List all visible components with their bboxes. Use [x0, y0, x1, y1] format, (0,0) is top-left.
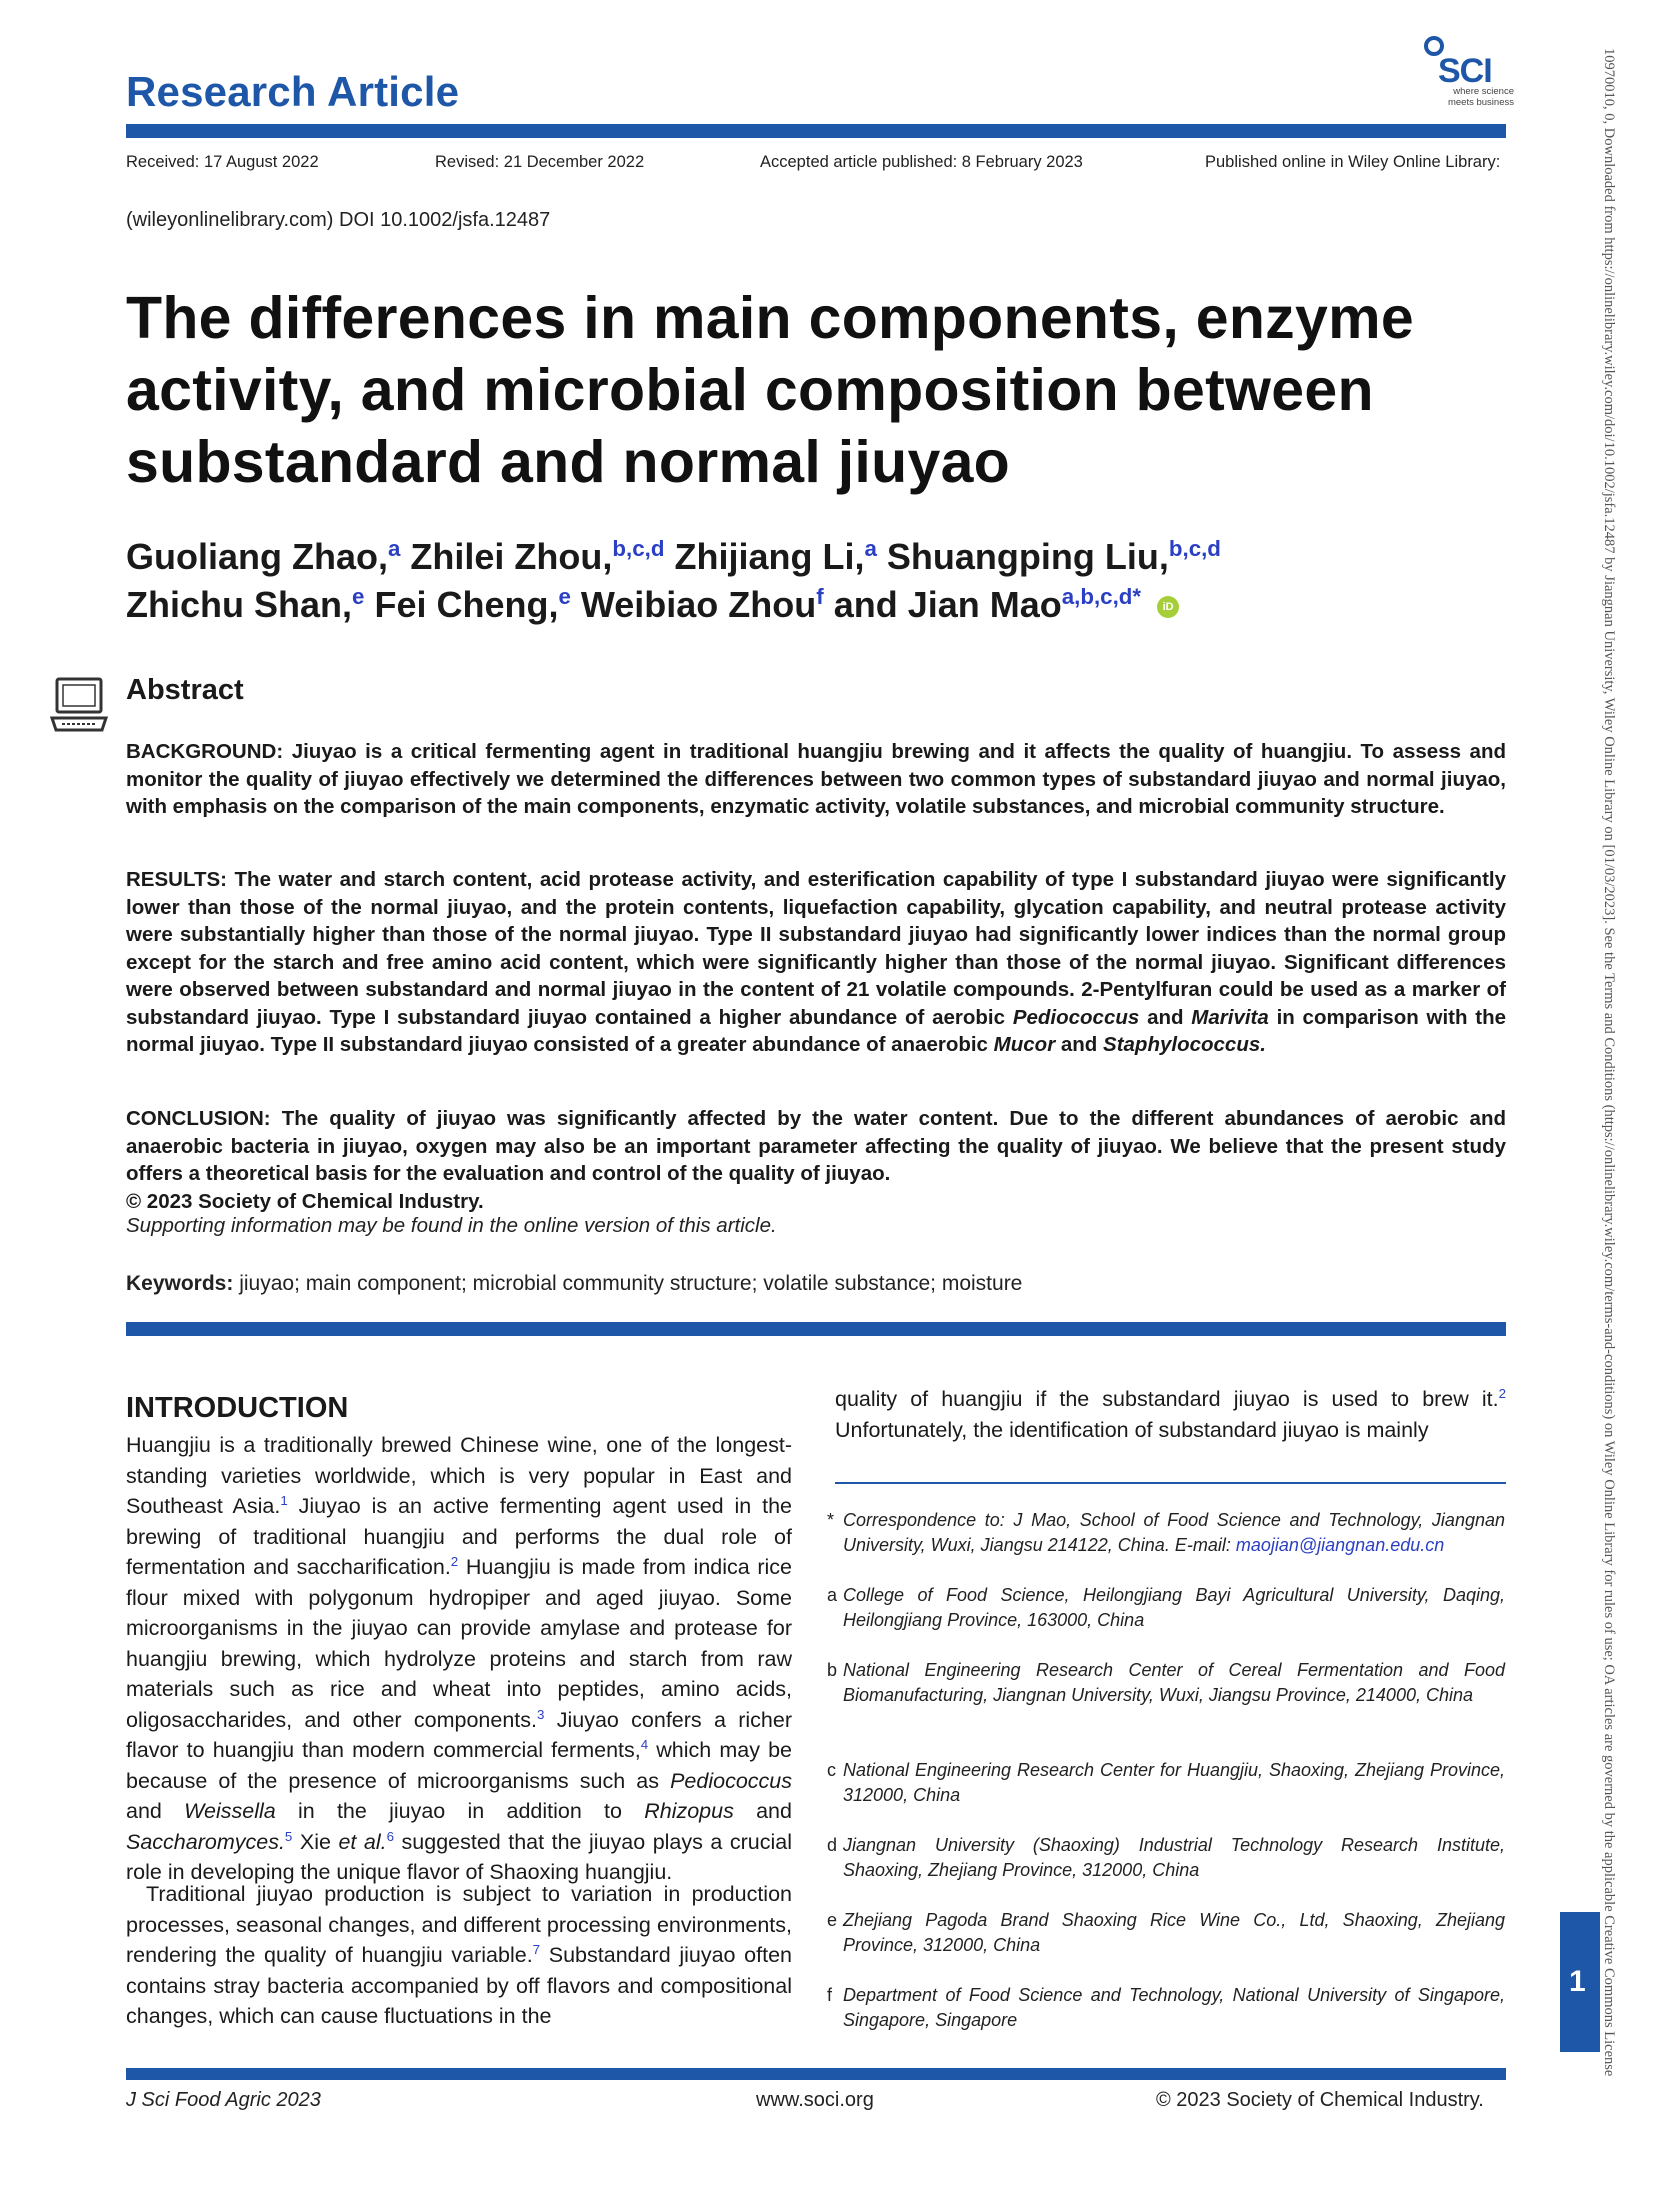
correspondence-note: [827, 1508, 1505, 1558]
citation-ref[interactable]: 7: [532, 1941, 541, 1957]
affiliation-text: National Engineering Research Center of Cereal Fermentation and Food Biomanufacturing, Jiangnan University, Wuxi, Jiangsu Province, 214000, China: [843, 1660, 1505, 1705]
site-link[interactable]: www.soci.org: [756, 2089, 874, 2111]
keywords-label: Keywords:: [126, 1272, 234, 1295]
taxon-name: Rhizopus: [644, 1799, 734, 1823]
body-text: Substandard jiuyao often contains stray bacteria accompanied by off flavors and compositional changes, which can cause fluctuations in the: [126, 1943, 792, 2028]
author-affiliation[interactable]: e: [352, 584, 365, 609]
footnote-rule: [835, 1482, 1506, 1484]
author-name[interactable]: Zhilei Zhou,: [410, 536, 613, 577]
introduction-heading: INTRODUCTION: [126, 1392, 349, 1424]
author-affiliation[interactable]: b,c,d: [612, 536, 665, 561]
footnote-mark: *: [827, 1510, 835, 1530]
footnote-mark: c: [827, 1760, 836, 1780]
body-text: Jiuyao confers a richer flavor to huangjiu than modern commercial ferments,: [126, 1707, 792, 1762]
author-affiliation[interactable]: f: [816, 584, 824, 609]
background-label: BACKGROUND:: [126, 740, 284, 763]
footnote-mark: e: [827, 1910, 838, 1930]
conclusion-label: CONCLUSION:: [126, 1107, 271, 1130]
orcid-icon[interactable]: iD: [1157, 596, 1179, 618]
keywords-text: jiuyao; main component; microbial community structure; volatile substance; moisture: [239, 1272, 1023, 1295]
article-title: The differences in main components, enzyme activity, and microbial composition between substandard and normal jiuyao: [126, 285, 1414, 495]
revised-date: Revised: 21 December 2022: [435, 153, 645, 171]
author-name[interactable]: Zhijiang Li,: [674, 536, 865, 577]
abstract-rule: [126, 1322, 1506, 1336]
author-affiliation[interactable]: a,b,c,d*: [1061, 584, 1142, 609]
page-number: 1: [1569, 1965, 1586, 1998]
abstract-results: [126, 866, 1506, 1059]
results-text: The water and starch content, acid protease activity, and esterification capability of type I substandard jiuyao were significantly lower than those of the normal jiuyao, and the protein contents, liquefaction capability, glycation capability, and neutral protease activity were substantially higher than those of the normal jiuyao. Type II substandard jiuyao had significantly lower indices than the normal group except for the starch and free amino acid content, which were significantly higher than those of the normal jiuyao. Significant differences were observed between substandard and normal jiuyao in the content of 21 volatile compounds. 2-Pentylfuran could be used as a marker of substandard jiuyao. Type I substandard jiuyao contained a higher abundance of aerobic: [126, 868, 1507, 1029]
author-name[interactable]: and Jian Mao: [833, 584, 1062, 625]
logo-tagline: where science meets business: [1447, 86, 1514, 108]
taxon-name: Marivita: [1191, 1005, 1269, 1029]
citation-ref[interactable]: 2: [450, 1553, 459, 1569]
journal-citation: J Sci Food Agric 2023: [126, 2089, 321, 2111]
author-name[interactable]: Shuangping Liu,: [886, 536, 1169, 577]
taxon-name: Staphylococcus.: [1103, 1033, 1266, 1056]
citation-ref[interactable]: 3: [537, 1706, 545, 1722]
body-text: Jiuyao is an active fermenting agent used in the brewing of traditional huangjiu and performs the dual role of fermentation and saccharification.: [126, 1494, 792, 1579]
body-text: Unfortunately, the identification of substandard jiuyao is mainly: [835, 1417, 1429, 1442]
citation-ref[interactable]: 4: [640, 1736, 649, 1752]
author-affiliation[interactable]: b,c,d: [1168, 536, 1221, 561]
author-affiliation[interactable]: a: [387, 536, 401, 561]
intro-paragraph-1: [126, 1430, 792, 1888]
affiliation-note: [827, 1983, 1505, 2033]
body-text: Traditional jiuyao production is subject to variation in production processes, seasonal changes, and different processing environments, rendering the quality of huangjiu variable.: [126, 1882, 792, 1967]
results-text: and: [1147, 1005, 1184, 1029]
body-text: Xie: [292, 1829, 339, 1854]
sci-logo[interactable]: [1420, 30, 1512, 110]
affiliation-text: Zhejiang Pagoda Brand Shaoxing Rice Wine Co., Ltd, Shaoxing, Zhejiang Province, 312000, China: [843, 1910, 1505, 1955]
accepted-date: Accepted article published: 8 February 2023: [760, 153, 1083, 171]
computer-icon: [48, 676, 110, 736]
intro-column-2-text: [835, 1384, 1506, 1445]
author-list: [126, 533, 1526, 629]
footer-rule: [126, 2068, 1506, 2080]
abstract-copyright: © 2023 Society of Chemical Industry.: [126, 1189, 484, 1213]
footnote-mark: f: [827, 1985, 833, 2005]
taxon-name: Pediococcus: [670, 1768, 792, 1793]
footnote-mark: b: [827, 1660, 838, 1680]
taxon-name: Mucor: [993, 1033, 1056, 1056]
affiliation-text: National Engineering Research Center for Huangjiu, Shaoxing, Zhejiang Province, 312000, China: [843, 1760, 1505, 1805]
body-text: suggested that the jiuyao plays a crucial role in developing the unique flavor of Shaoxing huangjiu.: [126, 1829, 792, 1884]
taxon-name: Pediococcus: [1012, 1005, 1140, 1029]
body-text: and: [733, 1799, 792, 1823]
results-label: RESULTS:: [126, 868, 227, 891]
affiliation-note: [827, 1583, 1505, 1633]
logo-wordmark: SCI: [1438, 52, 1492, 90]
download-side-note: 10970010, 0, Downloaded from https://onlinelibrary.wiley.com/doi/10.1002/jsfa.12487 by Jiangnan University, Wiley Online Library on [01/03/2023]. See the Terms and Conditions (https://onlinelibrary.wiley.com/terms-and-conditions) on Wiley Online Library for rules of use; OA articles are governed by the applicable Creative Commons License: [1601, 48, 1617, 2077]
author-name[interactable]: Zhichu Shan,: [126, 584, 353, 625]
citation-ref[interactable]: 6: [386, 1828, 395, 1844]
footnote-mark: a: [827, 1585, 838, 1605]
affiliation-text: College of Food Science, Heilongjiang Bayi Agricultural University, Daqing, Heilongjiang Province, 163000, China: [843, 1585, 1505, 1630]
results-text: in comparison with the normal jiuyao. Type II substandard jiuyao consisted of a greater abundance of anaerobic: [126, 1005, 1507, 1056]
body-text: et al.: [338, 1829, 387, 1854]
body-text: Huangjiu is a traditionally brewed Chinese wine, one of the longest-standing varieties worldwide, which is very popular in East and Southeast Asia.: [126, 1433, 792, 1518]
taxon-name: Weissella: [184, 1799, 276, 1823]
conclusion-text: The quality of jiuyao was significantly affected by the water content. Due to the different abundances of aerobic and anaerobic bacteria in jiuyao, oxygen may also be an important parameter affecting the quality of jiuyao. We believe that the present study offers a theoretical basis for the evaluation and control of the quality of jiuyao.: [126, 1107, 1506, 1185]
abstract-heading: Abstract: [126, 674, 244, 706]
body-text: and: [126, 1799, 185, 1823]
abstract-conclusion: [126, 1105, 1506, 1215]
published-date: Published online in Wiley Online Library:: [1205, 153, 1501, 171]
citation-ref[interactable]: 2: [1498, 1385, 1506, 1401]
body-text: quality of huangjiu if the substandard jiuyao is used to brew it.: [835, 1387, 1499, 1411]
author-name[interactable]: Fei Cheng,: [374, 584, 559, 625]
affiliation-text: Jiangnan University (Shaoxing) Industrial Technology Research Institute, Shaoxing, Zhejiang Province, 312000, China: [843, 1835, 1505, 1880]
intro-paragraph-2: [126, 1879, 792, 2032]
affiliation-note: [827, 1658, 1505, 1708]
results-text: and: [1060, 1033, 1098, 1056]
footnote-mark: d: [827, 1835, 838, 1855]
body-text: in the jiuyao in addition to: [275, 1799, 645, 1823]
citation-ref[interactable]: 1: [280, 1492, 288, 1508]
keywords: [126, 1272, 1022, 1296]
doi-line[interactable]: (wileyonlinelibrary.com) DOI 10.1002/jsfa.12487: [126, 209, 551, 231]
taxon-name: Saccharomyces.: [126, 1829, 285, 1854]
affiliation-note: [827, 1833, 1505, 1883]
body-text: Huangjiu is made from indica rice flour mixed with polygonum hydropiper and aged jiuyao. Some microorganisms in the jiuyao can provide amylase and protease for huangjiu brewing, which hydrolyze proteins and starch from raw materials such as rice and wheat into peptides, amino acids, oligosaccharides, and other components.: [126, 1555, 792, 1732]
author-affiliation[interactable]: e: [558, 584, 571, 609]
abstract-background: [126, 738, 1506, 821]
affiliation-note: [827, 1908, 1505, 1958]
received-date: Received: 17 August 2022: [126, 153, 319, 171]
correspondence-text: Correspondence to: J Mao, School of Food Science and Technology, Jiangnan University, Wuxi, Jiangsu 214122, China. E-mail:: [843, 1510, 1505, 1555]
supporting-info-note: Supporting information may be found in the online version of this article.: [126, 1214, 777, 1237]
citation-ref[interactable]: 5: [284, 1828, 293, 1844]
author-affiliation[interactable]: a: [864, 536, 877, 561]
email-link[interactable]: maojian@jiangnan.edu.cn: [1235, 1535, 1445, 1555]
header-rule: [126, 124, 1506, 138]
body-text: which may be because of the presence of microorganisms such as: [126, 1738, 793, 1793]
article-type-heading: Research Article: [126, 68, 460, 115]
background-text: Jiuyao is a critical fermenting agent in traditional huangjiu brewing and it affects the quality of huangjiu. To assess and monitor the quality of jiuyao effectively we determined the differences between two common types of substandard jiuyao and normal jiuyao, with emphasis on the comparison of the main components, enzymatic activity, volatile substances, and microbial community structure.: [126, 740, 1506, 818]
author-name[interactable]: Weibiao Zhou: [580, 584, 817, 625]
affiliation-note: [827, 1758, 1505, 1808]
footer-copyright: © 2023 Society of Chemical Industry.: [1156, 2089, 1484, 2111]
author-name[interactable]: Guoliang Zhao,: [126, 536, 388, 577]
affiliation-text: Department of Food Science and Technology, National University of Singapore, Singapore, Singapore: [843, 1985, 1505, 2030]
